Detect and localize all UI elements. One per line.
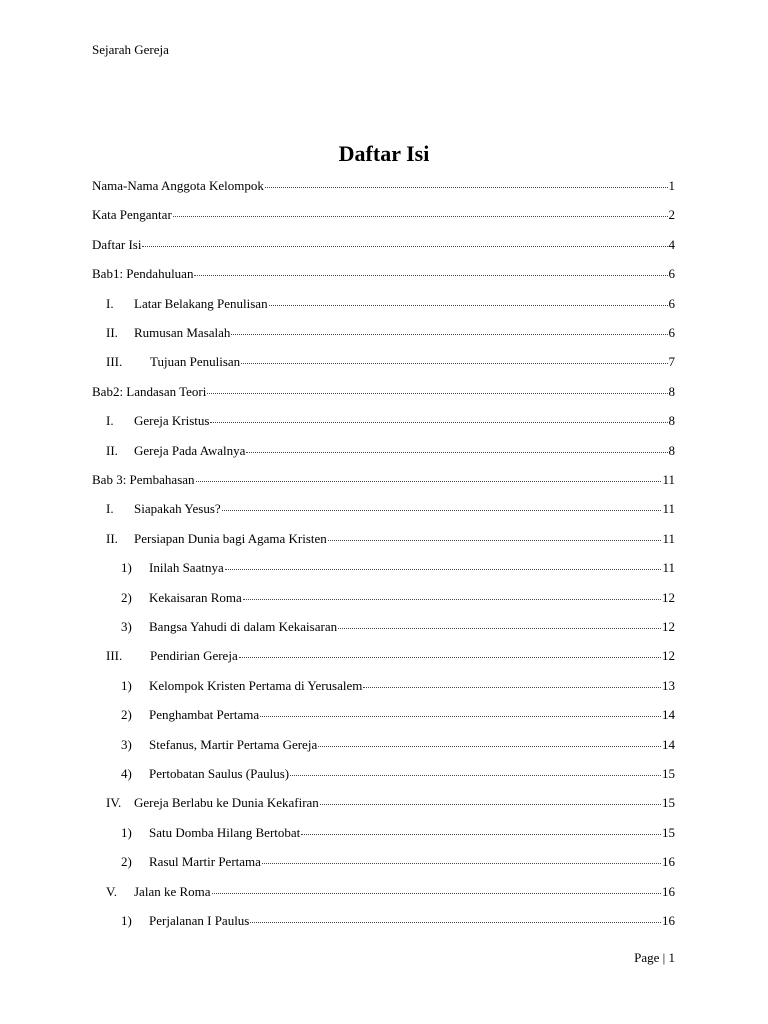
toc-entry-label: Bangsa Yahudi di dalam Kekaisaran xyxy=(149,619,338,634)
toc-entry-label: Rasul Martir Pertama xyxy=(149,854,261,869)
toc-entry-number: I. xyxy=(106,413,114,428)
toc-entry[interactable] xyxy=(92,560,675,578)
toc-entry[interactable] xyxy=(92,707,675,725)
toc-entry-page-number: 6 xyxy=(668,266,675,281)
toc-entry-label: Gereja Berlabu ke Dunia Kekafiran xyxy=(134,795,319,810)
toc-entry[interactable] xyxy=(92,678,675,696)
toc-entry-number: II. xyxy=(106,531,118,546)
toc-entry-number: 1) xyxy=(121,825,132,840)
toc-entry-page-number: 6 xyxy=(668,325,675,340)
toc-entry-page-number: 11 xyxy=(662,472,675,487)
toc-entry[interactable] xyxy=(92,854,675,872)
toc-entry-page-number: 11 xyxy=(662,560,675,575)
toc-entry-label: Pertobatan Saulus (Paulus) xyxy=(149,766,290,781)
toc-dot-leader xyxy=(290,774,661,776)
toc-entry-label: Bab 3: Pembahasan xyxy=(92,472,195,487)
toc-entry-page-number: 13 xyxy=(662,678,675,693)
toc-entry-label: Gereja Pada Awalnya xyxy=(134,443,246,458)
toc-entry-page-number: 8 xyxy=(668,443,675,458)
toc-entry[interactable] xyxy=(92,472,675,490)
toc-dot-leader xyxy=(301,833,661,835)
toc-dot-leader xyxy=(260,715,661,717)
toc-dot-leader xyxy=(225,568,662,570)
toc-entry[interactable] xyxy=(92,501,675,519)
toc-entry-label: Penghambat Pertama xyxy=(149,707,260,722)
toc-entry[interactable] xyxy=(92,354,675,372)
toc-entry[interactable] xyxy=(92,443,675,461)
toc-entry-page-number: 16 xyxy=(662,913,675,928)
toc-entry-page-number: 15 xyxy=(662,795,675,810)
toc-entry-label: Satu Domba Hilang Bertobat xyxy=(149,825,301,840)
toc-entry-number: IV. xyxy=(106,795,122,810)
toc-entry[interactable] xyxy=(92,296,675,314)
toc-entry-page-number: 11 xyxy=(662,501,675,516)
toc-entry-number: 3) xyxy=(121,619,132,634)
toc-dot-leader xyxy=(241,362,667,364)
toc-dot-leader xyxy=(246,451,667,453)
toc-entry-label: Jalan ke Roma xyxy=(134,884,211,899)
toc-entry-label: Latar Belakang Penulisan xyxy=(134,296,268,311)
toc-entry-page-number: 16 xyxy=(662,854,675,869)
toc-entry[interactable] xyxy=(92,413,675,431)
toc-entry-number: 4) xyxy=(121,766,132,781)
toc-entry-page-number: 11 xyxy=(662,531,675,546)
toc-dot-leader xyxy=(250,921,661,923)
toc-entry-label: Kata Pengantar xyxy=(92,207,172,222)
toc-dot-leader xyxy=(194,274,667,276)
toc-entry-label: Pendirian Gereja xyxy=(150,648,238,663)
toc-dot-leader xyxy=(338,627,661,629)
toc-entry-page-number: 15 xyxy=(662,766,675,781)
toc-dot-leader xyxy=(243,598,661,600)
page-number-footer: Page | 1 xyxy=(634,950,675,965)
toc-entry[interactable] xyxy=(92,619,675,637)
toc-entry-label: Kekaisaran Roma xyxy=(149,590,242,605)
toc-entry-page-number: 15 xyxy=(662,825,675,840)
toc-entry-number: I. xyxy=(106,296,114,311)
toc-dot-leader xyxy=(262,862,661,864)
toc-dot-leader xyxy=(265,186,668,188)
toc-entry-page-number: 4 xyxy=(668,237,675,252)
toc-entry-number: III. xyxy=(106,354,123,369)
toc-entry-number: 2) xyxy=(121,854,132,869)
toc-entry[interactable] xyxy=(92,913,675,931)
toc-entry-label: Siapakah Yesus? xyxy=(134,501,221,516)
toc-entry-label: Tujuan Penulisan xyxy=(150,354,241,369)
toc-dot-leader xyxy=(196,480,662,482)
toc-entry-page-number: 1 xyxy=(668,178,675,193)
toc-entry-number: III. xyxy=(106,648,123,663)
toc-entry[interactable] xyxy=(92,325,675,343)
toc-entry[interactable] xyxy=(92,795,675,813)
toc-entry-label: Gereja Kristus xyxy=(134,413,210,428)
toc-entry-page-number: 14 xyxy=(662,707,675,722)
toc-entry-page-number: 6 xyxy=(668,296,675,311)
toc-entry[interactable] xyxy=(92,766,675,784)
toc-dot-leader xyxy=(207,392,667,394)
toc-dot-leader xyxy=(142,245,667,247)
toc-entry-number: I. xyxy=(106,501,114,516)
toc-entry-label: Stefanus, Martir Pertama Gereja xyxy=(149,737,318,752)
toc-entry-label: Perjalanan I Paulus xyxy=(149,913,250,928)
toc-entry[interactable] xyxy=(92,531,675,549)
toc-entry[interactable] xyxy=(92,207,675,225)
toc-dot-leader xyxy=(239,656,661,658)
toc-entry[interactable] xyxy=(92,884,675,902)
toc-entry[interactable] xyxy=(92,648,675,666)
toc-dot-leader xyxy=(363,686,661,688)
toc-entry-page-number: 12 xyxy=(662,590,675,605)
toc-entry[interactable] xyxy=(92,825,675,843)
toc-entry-label: Nama-Nama Anggota Kelompok xyxy=(92,178,264,193)
toc-dot-leader xyxy=(320,803,661,805)
toc-entry-label: Bab1: Pendahuluan xyxy=(92,266,194,281)
toc-entry-page-number: 16 xyxy=(662,884,675,899)
toc-entry-number: 1) xyxy=(121,678,132,693)
toc-entry-page-number: 12 xyxy=(662,648,675,663)
toc-dot-leader xyxy=(173,215,668,217)
toc-entry-label: Bab2: Landasan Teori xyxy=(92,384,207,399)
toc-dot-leader xyxy=(318,745,661,747)
page-title: Daftar Isi xyxy=(338,141,430,166)
toc-entry-number: 1) xyxy=(121,560,132,575)
toc-entry[interactable] xyxy=(92,237,675,255)
toc-entry[interactable] xyxy=(92,178,675,196)
toc-dot-leader xyxy=(212,892,661,894)
toc-entry-page-number: 8 xyxy=(668,384,675,399)
toc-entry-number: V. xyxy=(106,884,117,899)
toc-entry-label: Rumusan Masalah xyxy=(134,325,231,340)
toc-entry[interactable] xyxy=(92,590,675,608)
toc-entry-number: 3) xyxy=(121,737,132,752)
toc-entry[interactable] xyxy=(92,266,675,284)
toc-entry-number: II. xyxy=(106,325,118,340)
toc-entry-number: 2) xyxy=(121,707,132,722)
toc-entry[interactable] xyxy=(92,737,675,755)
toc-dot-leader xyxy=(210,421,667,423)
toc-entry-label: Persiapan Dunia bagi Agama Kristen xyxy=(134,531,327,546)
toc-entry-number: 2) xyxy=(121,590,132,605)
toc-entry-label: Kelompok Kristen Pertama di Yerusalem xyxy=(149,678,363,693)
toc-dot-leader xyxy=(231,333,667,335)
toc-dot-leader xyxy=(328,539,662,541)
toc-entry-page-number: 2 xyxy=(668,207,675,222)
toc-entry[interactable] xyxy=(92,384,675,402)
toc-entry-page-number: 8 xyxy=(668,413,675,428)
toc-dot-leader xyxy=(269,304,668,306)
toc-entry-label: Inilah Saatnya xyxy=(149,560,224,575)
toc-entry-label: Daftar Isi xyxy=(92,237,142,252)
toc-entry-page-number: 12 xyxy=(662,619,675,634)
toc-dot-leader xyxy=(222,509,662,511)
toc-entry-number: 1) xyxy=(121,913,132,928)
toc-entry-page-number: 7 xyxy=(668,354,675,369)
toc-entry-page-number: 14 xyxy=(662,737,675,752)
toc-entry-number: II. xyxy=(106,443,118,458)
page-header: Sejarah Gereja xyxy=(92,42,169,57)
